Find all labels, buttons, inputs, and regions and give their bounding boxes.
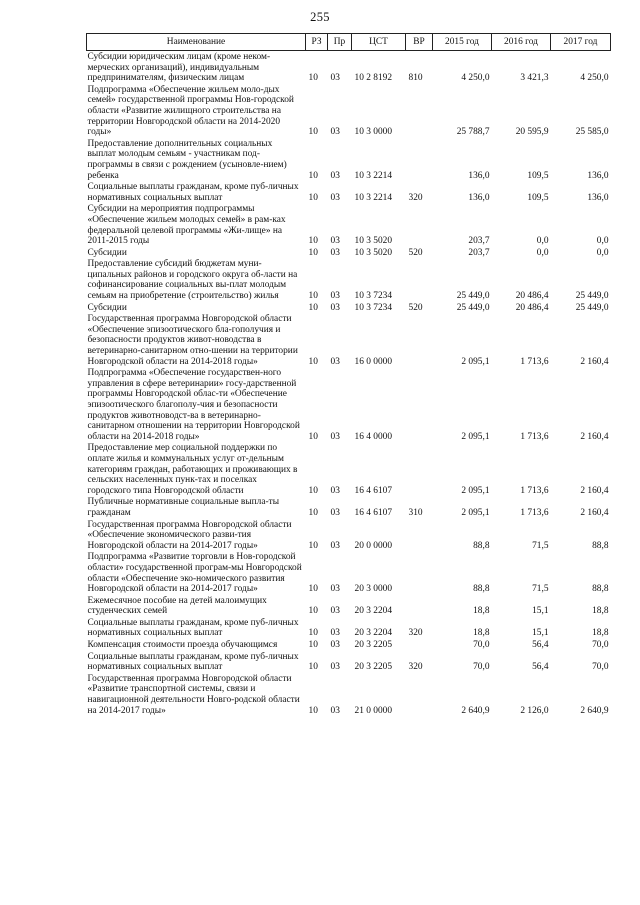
row-name: Государственная программа Новгородской области «Обеспечение экономического разви-тия Новгородской области на 2014-2017 годы» — [87, 519, 292, 551]
row-vr — [406, 258, 433, 301]
row-pr: 03 — [330, 628, 340, 639]
row-pr: 03 — [330, 507, 340, 518]
row-rz: 10 — [308, 170, 318, 181]
table-row — [87, 51, 611, 84]
header-pr: Пр — [328, 34, 352, 51]
row-2017: 25 449,0 — [575, 302, 609, 313]
row-rz: 10 — [308, 640, 318, 651]
row-vr — [406, 203, 433, 246]
table-row — [87, 551, 611, 594]
row-pr: 03 — [330, 705, 340, 716]
row-rz: 10 — [308, 606, 318, 617]
row-2017: 136,0 — [587, 170, 609, 181]
row-2017: 2 160,4 — [580, 356, 609, 367]
row-2016: 109,5 — [527, 192, 549, 203]
row-2017: 88,8 — [592, 584, 609, 595]
row-rz: 10 — [308, 356, 318, 367]
row-vr — [406, 442, 433, 496]
header-rz: РЗ — [306, 34, 328, 51]
row-vr — [406, 673, 433, 716]
row-rz: 10 — [308, 73, 318, 84]
row-name: Субсидии — [87, 247, 127, 258]
row-pr: 03 — [330, 291, 340, 302]
table-row — [87, 203, 611, 246]
row-2016: 20 595,9 — [515, 127, 549, 138]
row-pr: 03 — [330, 247, 340, 258]
row-pr: 03 — [330, 662, 340, 673]
row-vr: 520 — [408, 247, 423, 258]
row-2015: 25 788,7 — [456, 127, 490, 138]
table-row — [87, 442, 611, 496]
row-name: Подпрограмма «Обеспечение жильем моло-дых семей» государственной программы Нов-городской области «Развитие жилищного строительства на территории Новгородской области на 2014-2020 годы» — [87, 84, 294, 138]
row-cst: 16 0 0000 — [354, 356, 392, 367]
row-cst: 10 3 2214 — [354, 192, 392, 203]
row-2017: 0,0 — [596, 247, 609, 258]
row-cst: 20 0 0000 — [354, 540, 392, 551]
table-row — [87, 519, 611, 552]
row-vr: 320 — [408, 662, 423, 673]
table-row — [87, 673, 611, 716]
row-2016: 1 713,6 — [520, 507, 549, 518]
row-2015: 203,7 — [468, 236, 490, 247]
row-rz: 10 — [308, 540, 318, 551]
row-2015: 136,0 — [468, 192, 490, 203]
row-2016: 0,0 — [536, 236, 549, 247]
row-2017: 0,0 — [596, 236, 609, 247]
row-2017: 18,8 — [592, 606, 609, 617]
page-number: 255 — [310, 10, 330, 24]
row-pr: 03 — [330, 540, 340, 551]
row-rz: 10 — [308, 236, 318, 247]
table-header-row — [87, 34, 611, 51]
row-pr: 03 — [330, 640, 340, 651]
row-vr — [406, 138, 433, 181]
row-rz: 10 — [308, 705, 318, 716]
row-cst: 20 3 2205 — [354, 662, 392, 673]
row-2017: 25 585,0 — [575, 127, 609, 138]
row-2015: 88,8 — [473, 540, 490, 551]
row-vr — [406, 639, 433, 651]
row-2016: 71,5 — [532, 540, 549, 551]
header-name: Наименование — [87, 34, 306, 51]
row-2016: 15,1 — [532, 628, 549, 639]
table-row — [87, 247, 611, 259]
budget-table — [86, 33, 611, 716]
row-pr: 03 — [330, 356, 340, 367]
row-2016: 15,1 — [532, 606, 549, 617]
row-rz: 10 — [308, 291, 318, 302]
header-2017: 2017 год — [551, 34, 611, 51]
row-2015: 25 449,0 — [456, 291, 490, 302]
row-cst: 21 0 0000 — [354, 705, 392, 716]
row-vr: 810 — [408, 73, 423, 84]
row-2015: 88,8 — [473, 584, 490, 595]
table-row — [87, 367, 611, 442]
row-2016: 20 486,4 — [515, 302, 549, 313]
row-2016: 3 421,3 — [520, 73, 549, 84]
table-row — [87, 138, 611, 181]
row-pr: 03 — [330, 485, 340, 496]
row-rz: 10 — [308, 485, 318, 496]
row-2015: 25 449,0 — [456, 302, 490, 313]
row-vr — [406, 313, 433, 367]
row-cst: 20 3 2205 — [354, 640, 392, 651]
row-cst: 16 4 0000 — [354, 431, 392, 442]
table-row — [87, 639, 611, 651]
row-rz: 10 — [308, 507, 318, 518]
row-2016: 1 713,6 — [520, 356, 549, 367]
row-name: Предоставление дополнительных социальных выплат молодым семьям - участникам под-программы в связи с рождением (усыновле-нием) ребенка — [87, 138, 287, 181]
row-2016: 109,5 — [527, 170, 549, 181]
row-2017: 70,0 — [592, 640, 609, 651]
row-2016: 56,4 — [532, 662, 549, 673]
table-row — [87, 651, 611, 673]
row-name: Компенсация стоимости проезда обучающимся — [87, 640, 278, 651]
table-row — [87, 258, 611, 301]
row-2015: 18,8 — [473, 606, 490, 617]
row-pr: 03 — [330, 127, 340, 138]
row-vr: 320 — [408, 628, 423, 639]
row-name: Предоставление мер социальной поддержки по оплате жилья и коммунальных услуг от-дельным категориям граждан, работающих и проживающих в сельских населенных пунк-тах и поселках городского типа Новгородской области — [87, 443, 298, 496]
row-cst: 16 4 6107 — [354, 485, 392, 496]
row-name: Государственная программа Новгородской области «Обеспечение эпизоотического бла-гополучия и безопасности продуктов живот-новодства в ветеринарно-санитарном отно-шении на территории Новгородской области на 2014-2018 годы» — [87, 314, 298, 367]
row-name: Субсидии на мероприятия подпрограммы «Обеспечение жильем молодых семей» в рам-ках федеральной целевой программы «Жи-лище» на 2011-2015 годы — [87, 204, 286, 247]
row-rz: 10 — [308, 431, 318, 442]
row-name: Социальные выплаты гражданам, кроме пуб-личных нормативных социальных выплат — [87, 182, 299, 203]
table-row — [87, 302, 611, 314]
row-2015: 4 250,0 — [461, 73, 490, 84]
row-2015: 2 095,1 — [461, 356, 490, 367]
row-2015: 2 095,1 — [461, 431, 490, 442]
row-2015: 2 095,1 — [461, 485, 490, 496]
table-row — [87, 595, 611, 617]
row-rz: 10 — [308, 127, 318, 138]
row-name: Подпрограмма «Обеспечение государствен-ного управления в сфере ветеринарии» госу-дарственной программы Новгородской облас-ти «Обеспечение эпизоотического благополу-чия и безопасности продуктов животноводст-ва в ветеринарно-санитарном отношении на территории Новгородской области на 2014-2018 годы» — [87, 368, 300, 442]
row-2017: 2 640,9 — [580, 705, 609, 716]
row-2016: 2 126,0 — [520, 705, 549, 716]
row-name: Ежемесячное пособие на детей малоимущих студенческих семей — [87, 595, 267, 617]
row-2017: 136,0 — [587, 192, 609, 203]
row-pr: 03 — [330, 302, 340, 313]
row-vr — [406, 551, 433, 594]
row-name: Субсидии — [87, 302, 127, 313]
row-cst: 10 3 5020 — [354, 247, 392, 258]
header-vr: ВР — [406, 34, 433, 51]
row-2015: 18,8 — [473, 628, 490, 639]
row-2015: 2 640,9 — [461, 705, 490, 716]
header-2016: 2016 год — [492, 34, 551, 51]
row-2015: 70,0 — [473, 640, 490, 651]
row-cst: 10 3 2214 — [354, 170, 392, 181]
row-2015: 2 095,1 — [461, 507, 490, 518]
table-row — [87, 496, 611, 518]
header-2015: 2015 год — [433, 34, 492, 51]
row-pr: 03 — [330, 584, 340, 595]
row-2016: 56,4 — [532, 640, 549, 651]
row-name: Публичные нормативные социальные выпла-ты гражданам — [87, 497, 279, 518]
row-rz: 10 — [308, 192, 318, 203]
row-cst: 10 3 5020 — [354, 236, 392, 247]
row-cst: 20 3 2204 — [354, 628, 392, 639]
row-2016: 0,0 — [536, 247, 549, 258]
row-name: Государственная программа Новгородской области «Развитие транспортной системы, связи и навигационной деятельности Новго-родской области на 2014-2017 годы» — [87, 673, 300, 716]
row-2017: 25 449,0 — [575, 291, 609, 302]
row-rz: 10 — [308, 584, 318, 595]
row-vr: 320 — [408, 192, 423, 203]
row-2016: 1 713,6 — [520, 485, 549, 496]
row-name: Социальные выплаты гражданам, кроме пуб-личных нормативных социальных выплат — [87, 617, 299, 639]
row-pr: 03 — [330, 192, 340, 203]
row-pr: 03 — [330, 73, 340, 84]
row-2017: 18,8 — [592, 628, 609, 639]
row-cst: 20 3 2204 — [354, 606, 392, 617]
row-2016: 1 713,6 — [520, 431, 549, 442]
row-2017: 2 160,4 — [580, 431, 609, 442]
row-vr — [406, 595, 433, 617]
row-rz: 10 — [308, 628, 318, 639]
row-vr: 310 — [408, 507, 423, 518]
row-cst: 10 3 7234 — [354, 291, 392, 302]
row-vr — [406, 84, 433, 138]
row-cst: 10 2 8192 — [354, 73, 392, 84]
row-vr: 520 — [408, 302, 423, 313]
row-cst: 10 3 0000 — [354, 127, 392, 138]
table-row — [87, 313, 611, 367]
table-row — [87, 617, 611, 639]
row-2015: 70,0 — [473, 662, 490, 673]
row-name: Подпрограмма «Развитие торговли в Нов-городской области» государственной програм-мы Новгородской области «Обеспечение эко-номического развития Новгородской области на 2014-2017 годы» — [87, 552, 302, 595]
row-2017: 2 160,4 — [580, 507, 609, 518]
row-pr: 03 — [330, 170, 340, 181]
row-2016: 71,5 — [532, 584, 549, 595]
header-cst: ЦСТ — [352, 34, 406, 51]
row-rz: 10 — [308, 662, 318, 673]
row-cst: 16 4 6107 — [354, 507, 392, 518]
row-rz: 10 — [308, 302, 318, 313]
row-pr: 03 — [330, 431, 340, 442]
row-cst: 10 3 7234 — [354, 302, 392, 313]
row-pr: 03 — [330, 236, 340, 247]
row-2016: 20 486,4 — [515, 291, 549, 302]
row-name: Предоставление субсидий бюджетам муни-ципальных районов и городского округа об-ласти на софинансирование социальных вы-плат молодым семьям на приобретение (строительство) жилья — [87, 259, 298, 302]
row-rz: 10 — [308, 247, 318, 258]
row-vr — [406, 519, 433, 552]
row-2017: 4 250,0 — [580, 73, 609, 84]
row-name: Субсидии юридическим лицам (кроме неком-мерческих организаций), индивидуальным предпринимателям, физическим лицам — [87, 52, 271, 84]
row-cst: 20 3 0000 — [354, 584, 392, 595]
row-pr: 03 — [330, 606, 340, 617]
table-row — [87, 181, 611, 203]
row-2017: 70,0 — [592, 662, 609, 673]
row-2015: 136,0 — [468, 170, 490, 181]
row-2017: 88,8 — [592, 540, 609, 551]
row-2015: 203,7 — [468, 247, 490, 258]
row-2017: 2 160,4 — [580, 485, 609, 496]
table-row — [87, 84, 611, 138]
row-vr — [406, 367, 433, 442]
row-name: Социальные выплаты гражданам, кроме пуб-личных нормативных социальных выплат — [87, 651, 299, 673]
